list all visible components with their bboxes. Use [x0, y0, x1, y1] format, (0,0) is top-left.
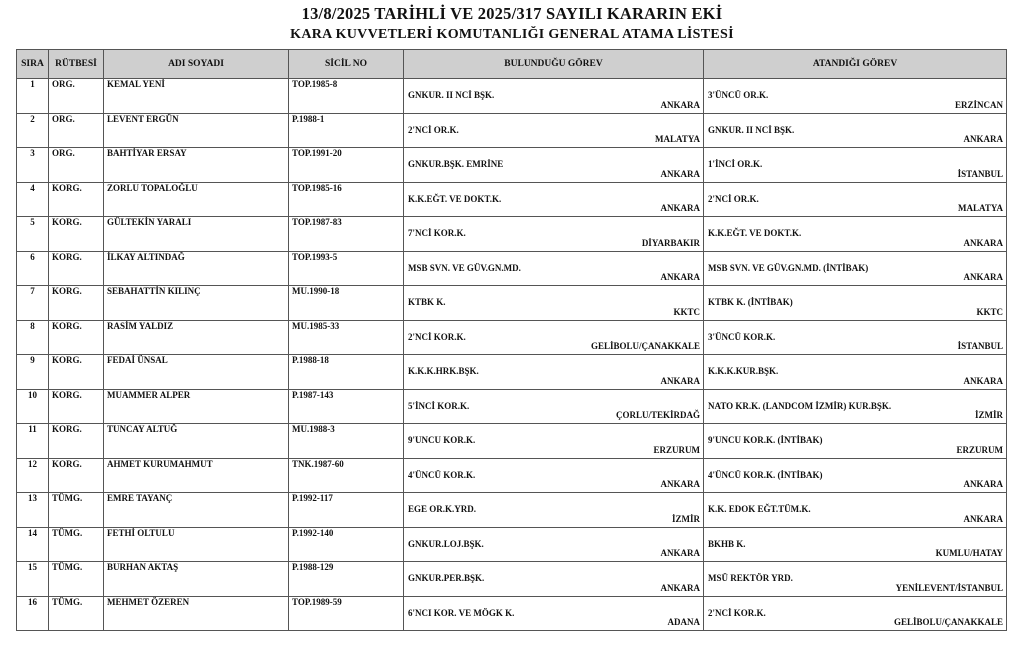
cell-bulundugu-gorev	[404, 217, 704, 252]
cell-bulundugu-gorev	[404, 355, 704, 390]
cell-bulundugu-gorev-location: MALATYA	[654, 134, 700, 144]
cell-sira: 8	[17, 320, 49, 355]
cell-bulundugu-gorev-title: KTBK K.	[408, 297, 446, 307]
cell-sicil-no: P.1988-18	[289, 355, 404, 390]
cell-bulundugu-gorev-location: ANKARA	[660, 168, 700, 179]
cell-bulundugu-gorev	[404, 320, 704, 355]
cell-bulundugu-gorev-location: ADANA	[667, 617, 700, 627]
table-row	[17, 217, 1007, 252]
cell-bulundugu-gorev-title: EGE OR.K.YRD.	[408, 504, 477, 514]
cell-sira: 10	[17, 389, 49, 424]
cell-rutbe: TÜMG.	[49, 493, 104, 528]
cell-bulundugu-gorev-location: KKTC	[673, 306, 700, 317]
cell-ad-soyad: TUNCAY ALTUĞ	[104, 424, 289, 459]
cell-atandigi-gorev-title: NATO KR.K. (LANDCOM İZMİR) KUR.BŞK.	[708, 400, 892, 411]
cell-sicil-no: TNK.1987-60	[289, 458, 404, 493]
cell-sicil-no: TOP.1993-5	[289, 251, 404, 286]
cell-rutbe: TÜMG.	[49, 527, 104, 562]
cell-rutbe: KORG.	[49, 458, 104, 493]
cell-bulundugu-gorev	[404, 527, 704, 562]
cell-atandigi-gorev-title: MSÜ REKTÖR YRD.	[708, 573, 793, 583]
cell-ad-soyad: GÜLTEKİN YARALI	[104, 217, 289, 252]
cell-sicil-no: P.1992-140	[289, 527, 404, 562]
cell-atandigi-gorev-title: 3'ÜNCÜ KOR.K.	[708, 331, 776, 342]
cell-rutbe: KORG.	[49, 320, 104, 355]
header-atandigi-gorev: ATANDIĞI GÖREV	[704, 50, 1007, 79]
cell-sira: 9	[17, 355, 49, 390]
table-row	[17, 320, 1007, 355]
cell-bulundugu-gorev-location: ÇORLU/TEKİRDAĞ	[615, 410, 700, 420]
cell-sira: 12	[17, 458, 49, 493]
cell-rutbe: KORG.	[49, 424, 104, 459]
cell-sicil-no: TOP.1991-20	[289, 148, 404, 183]
cell-rutbe: KORG.	[49, 286, 104, 321]
cell-atandigi-gorev-location: İZMİR	[974, 410, 1003, 420]
cell-bulundugu-gorev-title: 9'UNCU KOR.K.	[408, 435, 476, 445]
appointment-table	[16, 49, 1007, 631]
header-bulundugu-gorev: BULUNDUĞU GÖREV	[404, 50, 704, 79]
cell-ad-soyad: MEHMET ÖZEREN	[104, 596, 289, 631]
table-row	[17, 148, 1007, 183]
cell-bulundugu-gorev-location: GELİBOLU/ÇANAKKALE	[590, 341, 700, 351]
cell-bulundugu-gorev-title: GNKUR.LOJ.BŞK.	[408, 538, 484, 549]
cell-bulundugu-gorev-location: ANKARA	[660, 375, 700, 386]
cell-rutbe: KORG.	[49, 389, 104, 424]
cell-ad-soyad: AHMET KURUMAHMUT	[104, 458, 289, 493]
cell-atandigi-gorev-title: 2'NCİ OR.K.	[708, 193, 759, 204]
cell-atandigi-gorev	[704, 562, 1007, 597]
cell-bulundugu-gorev-location: İZMİR	[671, 513, 700, 524]
cell-atandigi-gorev-location: ANKARA	[963, 513, 1003, 524]
cell-sira: 5	[17, 217, 49, 252]
cell-ad-soyad: FETHİ OLTULU	[104, 527, 289, 562]
cell-atandigi-gorev-location: GELİBOLU/ÇANAKKALE	[893, 617, 1003, 627]
cell-bulundugu-gorev-title: GNKUR. II NCİ BŞK.	[408, 90, 495, 100]
cell-atandigi-gorev-location: ERZURUM	[956, 444, 1003, 455]
cell-bulundugu-gorev-location: ANKARA	[660, 99, 700, 110]
cell-atandigi-gorev-title: 4'ÜNCÜ KOR.K. (İNTİBAK)	[708, 469, 823, 480]
cell-atandigi-gorev	[704, 389, 1007, 424]
cell-atandigi-gorev-location: ANKARA	[963, 272, 1003, 282]
cell-atandigi-gorev	[704, 251, 1007, 286]
table-row	[17, 286, 1007, 321]
cell-atandigi-gorev-location: ANKARA	[963, 375, 1003, 386]
cell-ad-soyad: LEVENT ERGÜN	[104, 113, 289, 148]
cell-bulundugu-gorev	[404, 562, 704, 597]
cell-sicil-no: MU.1985-33	[289, 320, 404, 355]
cell-bulundugu-gorev-location: ANKARA	[660, 479, 700, 489]
cell-atandigi-gorev-location: İSTANBUL	[957, 341, 1003, 351]
cell-ad-soyad: ZORLU TOPALOĞLU	[104, 182, 289, 217]
cell-atandigi-gorev-title: K.K.EĞT. VE DOKT.K.	[708, 228, 802, 238]
cell-sicil-no: TOP.1985-16	[289, 182, 404, 217]
cell-rutbe: KORG.	[49, 217, 104, 252]
cell-bulundugu-gorev	[404, 458, 704, 493]
cell-atandigi-gorev	[704, 320, 1007, 355]
cell-bulundugu-gorev-title: GNKUR.BŞK. EMRİNE	[408, 159, 504, 169]
cell-atandigi-gorev-title: GNKUR. II NCİ BŞK.	[708, 124, 795, 135]
cell-bulundugu-gorev-title: 7'NCİ KOR.K.	[408, 228, 466, 238]
cell-bulundugu-gorev	[404, 113, 704, 148]
cell-bulundugu-gorev-title: 2'NCİ OR.K.	[408, 124, 459, 135]
cell-ad-soyad: EMRE TAYANÇ	[104, 493, 289, 528]
cell-atandigi-gorev-title: K.K.K.KUR.BŞK.	[708, 366, 779, 376]
cell-bulundugu-gorev-title: GNKUR.PER.BŞK.	[408, 573, 485, 583]
cell-sira: 1	[17, 79, 49, 114]
cell-atandigi-gorev-location: ERZİNCAN	[954, 99, 1003, 110]
cell-sira: 4	[17, 182, 49, 217]
cell-sicil-no: MU.1990-18	[289, 286, 404, 321]
table-row	[17, 493, 1007, 528]
cell-atandigi-gorev	[704, 527, 1007, 562]
cell-atandigi-gorev-title: 9'UNCU KOR.K. (İNTİBAK)	[708, 435, 823, 445]
cell-bulundugu-gorev-title: 4'ÜNCÜ KOR.K.	[408, 469, 476, 480]
cell-sira: 7	[17, 286, 49, 321]
cell-sira: 16	[17, 596, 49, 631]
table-row	[17, 251, 1007, 286]
cell-bulundugu-gorev	[404, 493, 704, 528]
cell-sira: 6	[17, 251, 49, 286]
cell-sira: 3	[17, 148, 49, 183]
cell-bulundugu-gorev-title: 6'NCI KOR. VE MÖGK K.	[408, 607, 515, 618]
cell-sicil-no: TOP.1985-8	[289, 79, 404, 114]
cell-sicil-no: P.1987-143	[289, 389, 404, 424]
cell-sira: 11	[17, 424, 49, 459]
cell-rutbe: ORG.	[49, 79, 104, 114]
cell-rutbe: TÜMG.	[49, 562, 104, 597]
table-row	[17, 113, 1007, 148]
cell-ad-soyad: BURHAN AKTAŞ	[104, 562, 289, 597]
cell-sicil-no: MU.1988-3	[289, 424, 404, 459]
cell-rutbe: KORG.	[49, 182, 104, 217]
cell-atandigi-gorev-location: KUMLU/HATAY	[935, 548, 1003, 558]
table-row	[17, 182, 1007, 217]
header-rutbe: RÜTBESİ	[49, 50, 104, 79]
header-sicil-no: SİCİL NO	[289, 50, 404, 79]
cell-atandigi-gorev	[704, 79, 1007, 114]
cell-bulundugu-gorev-location: ANKARA	[660, 272, 700, 282]
cell-atandigi-gorev-title: BKHB K.	[708, 538, 746, 549]
cell-bulundugu-gorev	[404, 148, 704, 183]
cell-atandigi-gorev	[704, 182, 1007, 217]
cell-bulundugu-gorev-title: 2'NCİ KOR.K.	[408, 331, 466, 342]
cell-bulundugu-gorev	[404, 389, 704, 424]
cell-sira: 2	[17, 113, 49, 148]
cell-atandigi-gorev	[704, 424, 1007, 459]
cell-atandigi-gorev-title: 3'ÜNCÜ OR.K.	[708, 90, 769, 100]
cell-bulundugu-gorev-title: K.K.EĞT. VE DOKT.K.	[408, 193, 502, 204]
cell-bulundugu-gorev	[404, 182, 704, 217]
cell-atandigi-gorev	[704, 148, 1007, 183]
cell-sicil-no: P.1988-129	[289, 562, 404, 597]
cell-sira: 15	[17, 562, 49, 597]
cell-bulundugu-gorev-location: ANKARA	[660, 582, 700, 593]
cell-bulundugu-gorev-location: ANKARA	[660, 548, 700, 558]
cell-sira: 13	[17, 493, 49, 528]
cell-ad-soyad: BAHTİYAR ERSAY	[104, 148, 289, 183]
cell-bulundugu-gorev	[404, 286, 704, 321]
document-title: 13/8/2025 TARİHLİ VE 2025/317 SAYILI KARARIN EKİ	[301, 4, 723, 23]
cell-ad-soyad: KEMAL YENİ	[104, 79, 289, 114]
header-sira: SIRA	[17, 50, 49, 79]
cell-atandigi-gorev	[704, 493, 1007, 528]
cell-sicil-no: TOP.1987-83	[289, 217, 404, 252]
cell-sicil-no: P.1992-117	[289, 493, 404, 528]
cell-atandigi-gorev-location: YENİLEVENT/İSTANBUL	[895, 582, 1003, 593]
cell-sira: 14	[17, 527, 49, 562]
cell-ad-soyad: RASİM YALDIZ	[104, 320, 289, 355]
cell-sicil-no: P.1988-1	[289, 113, 404, 148]
cell-rutbe: KORG.	[49, 251, 104, 286]
cell-sicil-no: TOP.1989-59	[289, 596, 404, 631]
table-row	[17, 389, 1007, 424]
cell-atandigi-gorev	[704, 355, 1007, 390]
cell-bulundugu-gorev	[404, 79, 704, 114]
cell-rutbe: TÜMG.	[49, 596, 104, 631]
cell-bulundugu-gorev-title: MSB SVN. VE GÜV.GN.MD.	[408, 262, 521, 273]
cell-atandigi-gorev-location: İSTANBUL	[957, 168, 1003, 179]
header-ad-soyad: ADI SOYADI	[104, 50, 289, 79]
cell-atandigi-gorev-location: ANKARA	[963, 479, 1003, 489]
cell-ad-soyad: FEDAİ ÜNSAL	[104, 355, 289, 390]
cell-atandigi-gorev-title: MSB SVN. VE GÜV.GN.MD. (İNTİBAK)	[708, 262, 869, 273]
cell-atandigi-gorev-location: ANKARA	[963, 237, 1003, 248]
cell-atandigi-gorev	[704, 113, 1007, 148]
cell-bulundugu-gorev	[404, 424, 704, 459]
table-row	[17, 458, 1007, 493]
table-row	[17, 355, 1007, 390]
cell-bulundugu-gorev	[404, 251, 704, 286]
cell-atandigi-gorev-title: K.K. EDOK EĞT.TÜM.K.	[708, 504, 811, 514]
table-row	[17, 527, 1007, 562]
cell-atandigi-gorev	[704, 286, 1007, 321]
cell-atandigi-gorev	[704, 596, 1007, 631]
cell-ad-soyad: İLKAY ALTINDAĞ	[104, 251, 289, 286]
cell-atandigi-gorev-location: ANKARA	[963, 134, 1003, 144]
cell-atandigi-gorev-title: 2'NCİ KOR.K.	[708, 607, 766, 618]
cell-bulundugu-gorev-title: 5'İNCİ KOR.K.	[408, 400, 470, 411]
table-row	[17, 596, 1007, 631]
cell-ad-soyad: SEBAHATTİN KILINÇ	[104, 286, 289, 321]
table-row	[17, 424, 1007, 459]
cell-atandigi-gorev	[704, 217, 1007, 252]
cell-rutbe: ORG.	[49, 113, 104, 148]
cell-bulundugu-gorev-location: ERZURUM	[653, 444, 700, 455]
cell-rutbe: KORG.	[49, 355, 104, 390]
cell-bulundugu-gorev-title: K.K.K.HRK.BŞK.	[408, 366, 479, 376]
cell-rutbe: ORG.	[49, 148, 104, 183]
cell-atandigi-gorev-location: MALATYA	[957, 203, 1003, 213]
cell-atandigi-gorev-title: KTBK K. (İNTİBAK)	[708, 297, 793, 307]
cell-bulundugu-gorev	[404, 596, 704, 631]
table-header-row	[17, 50, 1007, 79]
cell-bulundugu-gorev-location: DİYARBAKIR	[641, 237, 700, 248]
table-row	[17, 79, 1007, 114]
cell-ad-soyad: MUAMMER ALPER	[104, 389, 289, 424]
cell-bulundugu-gorev-location: ANKARA	[660, 203, 700, 213]
cell-atandigi-gorev-title: 1'İNCİ OR.K.	[708, 159, 763, 169]
cell-atandigi-gorev-location: KKTC	[976, 306, 1003, 317]
cell-atandigi-gorev	[704, 458, 1007, 493]
table-row	[17, 562, 1007, 597]
document-subtitle: KARA KUVVETLERİ KOMUTANLIĞI GENERAL ATAMA LİSTESİ	[290, 27, 734, 42]
